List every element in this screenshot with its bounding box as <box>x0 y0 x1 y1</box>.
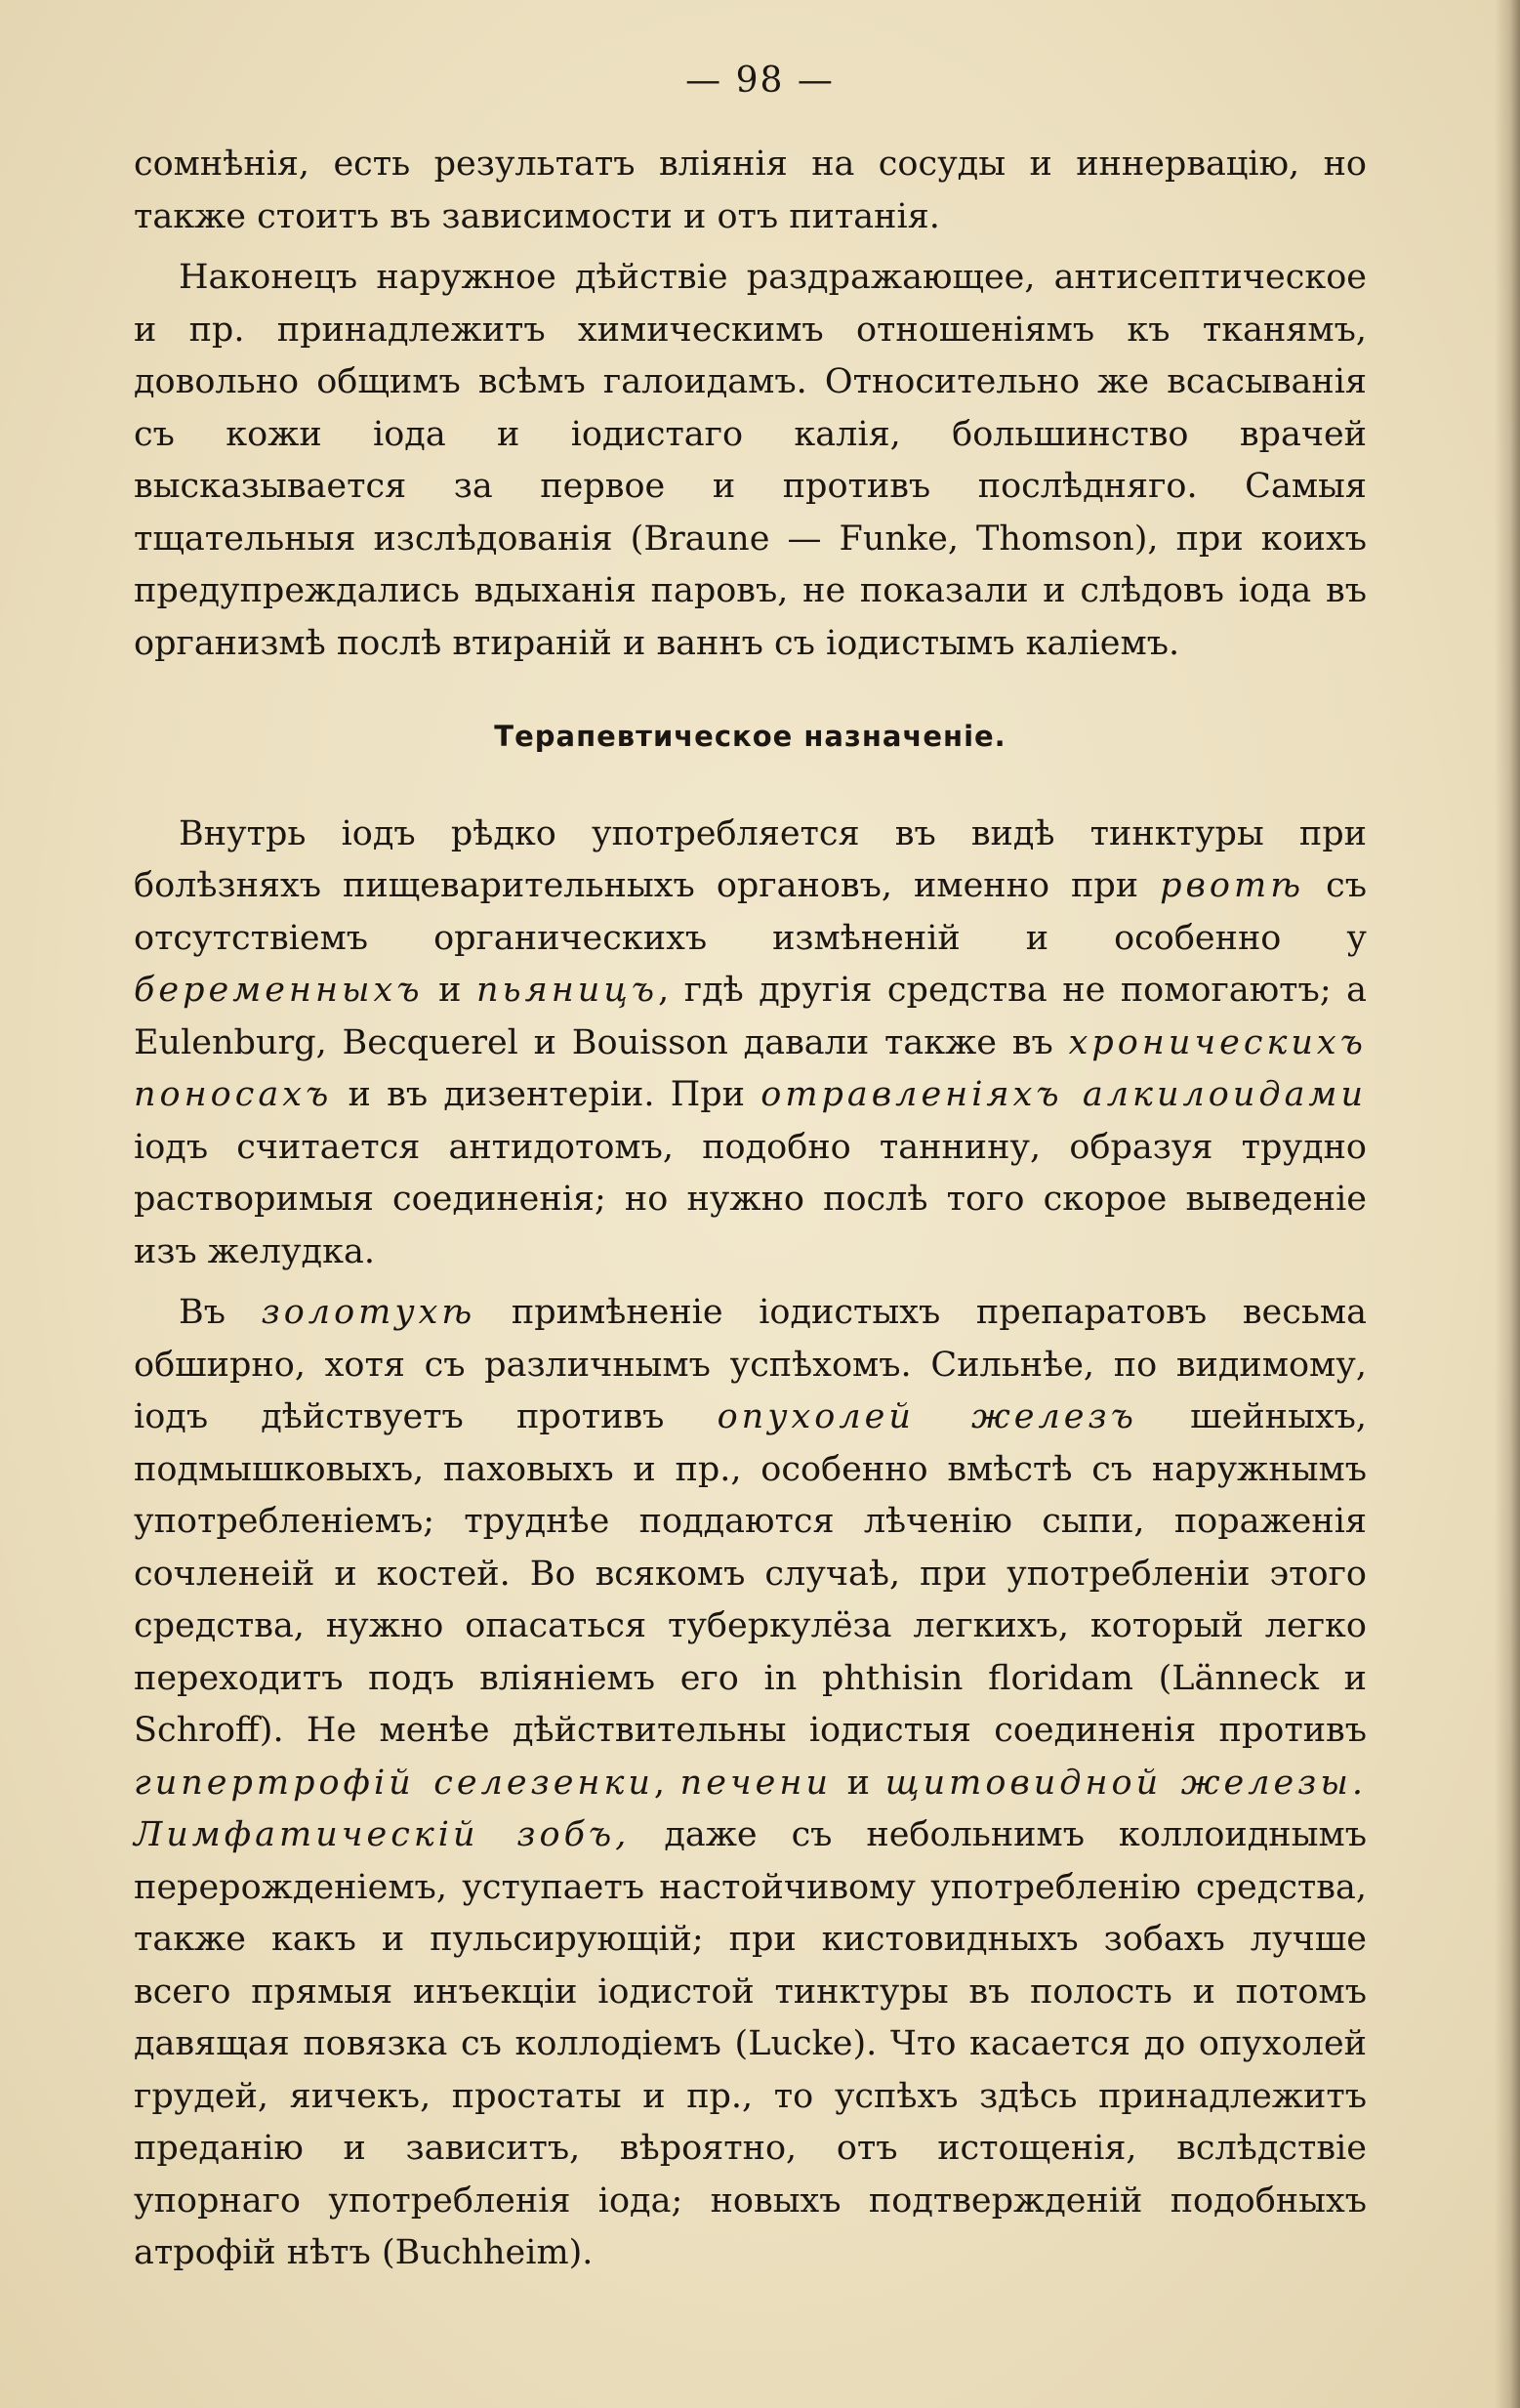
text-run: примѣненіе іодистыхъ препаратовъ весьма обширно, хотя съ различнымъ успѣхомъ. Сильнѣе, по видимому, іодъ дѣйствуетъ противъ <box>134 1293 1367 1436</box>
text-run: Наконецъ наружное дѣйствіе раздражающее, антисептическое и пр. принадлежитъ химическимъ отношеніямъ къ тканямъ, довольно общимъ всѣмъ галоидамъ. Относительно же всасыванія съ кожи іода и іодистаго калія, большинство врачей высказывается за первое и противъ послѣдняго. Самыя тщательныя изслѣдованія (Braune — Funke, Thomson), при коихъ предупреждались вдыханія паровъ, не показали и слѣдовъ іода въ организмѣ послѣ втираній и ваннъ съ іодистымъ каліемъ. <box>134 258 1367 663</box>
text-run: Въ <box>179 1293 262 1332</box>
text-run: шейныхъ, подмышковыхъ, паховыхъ и пр., особенно вмѣстѣ съ наружнымъ употребленіемъ; труднѣе поддаются лѣченію сыпи, пораженія сочленеiй и костей. Во всякомъ случаѣ, при употребленіи этого средства, нужно опасаться туберкулёза легкихъ, который легко переходитъ подъ вліяніемъ его in phthisin floridam (Länneck и Schroff). Не менѣе дѣйствительны іодистыя соединенія противъ <box>134 1397 1367 1750</box>
emphasized-term: хроническихъ поносахъ <box>134 1022 1367 1114</box>
paragraph-continued <box>134 139 1367 243</box>
emphasized-term: пьяницъ <box>475 971 659 1010</box>
text-run: сомнѣнія, есть результатъ вліянія на сосуды и иннервацію, но также стоитъ въ зависимости и отъ питанія. <box>134 145 1367 236</box>
text-run: и въ дизентеріи. При <box>332 1075 761 1114</box>
text-run: и <box>832 1763 885 1803</box>
emphasized-term: печени <box>679 1763 832 1803</box>
page-body <box>134 139 1367 2289</box>
page-edge-shadow <box>1495 0 1520 2408</box>
emphasized-term: золотухѣ <box>261 1293 476 1332</box>
text-run: іодъ считается антидотомъ, подобно таннину, образуя трудно растворимыя соединенія; но нужно послѣ того скорое выведеніе изъ желудка. <box>134 1127 1367 1271</box>
emphasized-term: отравленіяхъ алкилоидами <box>760 1075 1367 1114</box>
emphasized-term: беременныхъ <box>134 971 424 1010</box>
text-run: съ отсутствіемъ органическихъ измѣненій и особенно у <box>134 866 1367 958</box>
text-run: , <box>653 1763 680 1803</box>
paragraph-internal-use <box>134 809 1367 1279</box>
text-run: Внутрь іодъ рѣдко употребляется въ видѣ тинктуры при болѣзняхъ пищеварительныхъ органовъ, именно при <box>134 813 1367 905</box>
text-run: , гдѣ другія средства не помогаютъ; а Eulenburg, Becquerel и Bouisson давали также въ <box>134 971 1367 1062</box>
section-heading: Терапевтическое назначеніе. <box>494 720 1006 753</box>
text-run: даже съ небольнимъ коллоиднымъ перерожденіемъ, уступаетъ настойчивому употребленію средства, также какъ и пульсирующій; при кистовидныхъ зобахъ лучше всего прямыя инъекціи іодистой тинктуры въ полость и потомъ давящая повязка съ коллодіемъ (Lucke). Что касается до опухолей грудей, яичекъ, простаты и пр., то успѣхъ здѣсь принадлежитъ преданію и зависитъ, вѣроятно, отъ истощенія, вслѣдствіе упорнаго употребленія іода; новыхъ подтвержденій подобныхъ атрофій нѣтъ (Buchheim). <box>134 1815 1367 2272</box>
emphasized-term: рвотѣ <box>1160 866 1305 905</box>
page-number: — 98 — <box>685 61 835 101</box>
emphasized-term: опухолей железъ <box>717 1397 1137 1436</box>
paragraph-scrofula <box>134 1287 1367 2280</box>
text-run: и <box>423 971 476 1010</box>
emphasized-term: щитовидной железы. Лимфатическій зобъ, <box>134 1763 1367 1854</box>
emphasized-term: гипертрофій селезенки <box>134 1763 654 1803</box>
paragraph-external-action <box>134 252 1367 670</box>
